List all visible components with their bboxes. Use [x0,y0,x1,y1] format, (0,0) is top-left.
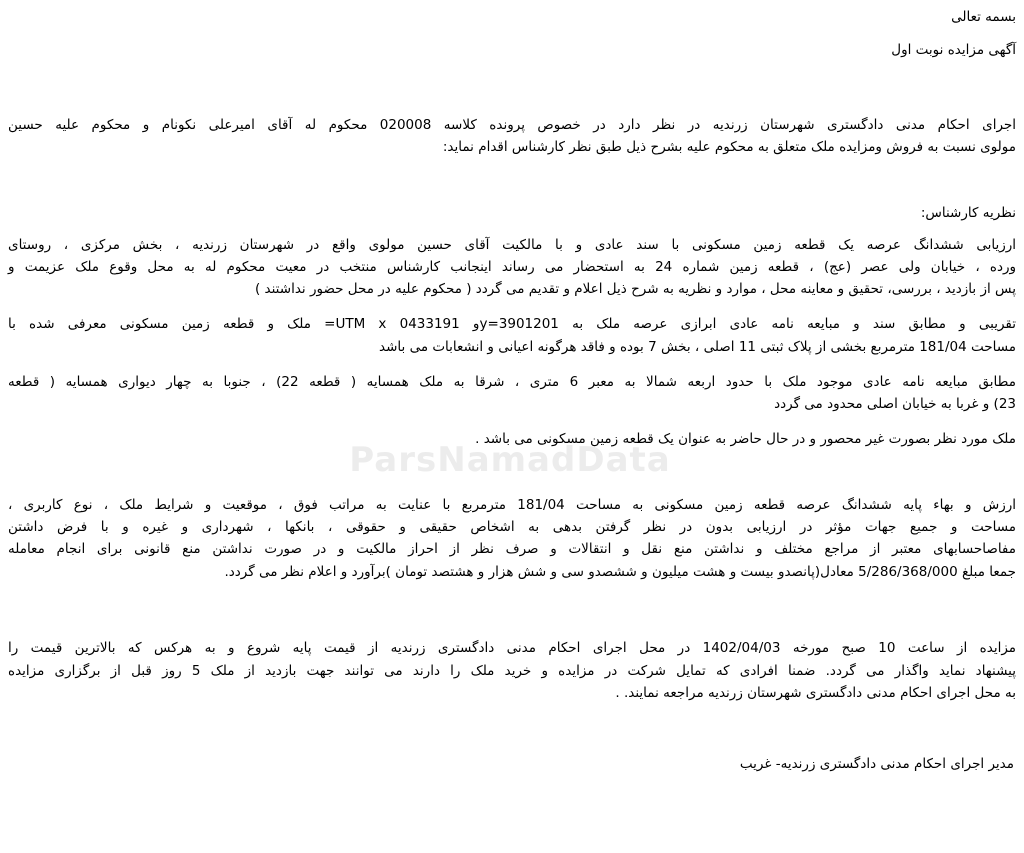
valuation-line-2: مساحت و جمیع جهات مؤثر در ارزیابی بدون در نظر گرفتن بدهی به اشخاص حقیقی و حقوقی ، بانکها ، شهرداری و غیره و با فرض داشتن [8,519,1016,535]
watermark-logo: ParsNamadData [349,440,671,480]
expert-para2-line-2: مساحت 181/04 مترمربع بخشی از پلاک ثبتی 11 اصلی ، بخش 7 بوده و فاقد هرگونه اعیانی و انشعابات می باشد [379,339,1016,355]
expert-para4-line-1: ملک مورد نظر بصورت غیر محصور و در حال حاضر به عنوان یک قطعه زمین مسکونی می باشد . [475,431,1016,447]
expert-para1-line-2: ورده ، خیابان ولی عصر (عج) ، قطعه زمین شماره 24 به استحضار می رساند اینجانب کارشناس منتخب در معیت محکوم له به محل وقوع ملک عزیمت و [8,259,1016,275]
expert-heading: نظریه کارشناس: [920,205,1016,221]
valuation-line-1: ارزش و بهاء پایه ششدانگ عرصه قطعه زمین مسکونی به مساحت 181/04 مترمربع با عنایت به مراتب فوق ، موقعیت و شرایط ملک ، نوع کاربری ، [8,497,1016,513]
auction-line-2: پیشنهاد نماید واگذار می گردد. ضمنا افرادی که تمایل شرکت در مزایده و خرید ملک را دارند می توانند جهت بازدید از ملک 5 روز قبل از برگزاری مزایده [8,663,1016,679]
notice-title: آگهی مزایده نوبت اول [891,42,1016,58]
signature-line: مدیر اجرای احکام مدنی دادگستری زرندیه- غریب [739,756,1014,772]
intro-line-2: مولوی نسبت به فروش ومزایده ملک متعلق به محکوم علیه بشرح ذیل طبق نظر کارشناس اقدام نماید: [442,139,1016,155]
expert-para3-line-1: مطابق مبایعه نامه عادی موجود ملک با حدود اربعه شمالا به معبر 6 متری ، شرقا به ملک همسایه ( قطعه 22) ، جنوبا به چهار دیواری همسایه ( قطعه [8,374,1016,390]
expert-para2-line-1: تقریبی و مطابق سند و مبایعه نامه عادی ابرازی عرصه ملک به 3901201=yو 0433191 UTM x= ملک و قطعه زمین مسکونی معرفی شده با [8,316,1016,332]
auction-line-3: به محل اجرای احکام مدنی دادگستری شهرستان زرندیه مراجعه نمایند. . [615,685,1016,701]
expert-para1-line-3: پس از بازدید ، بررسی، تحقیق و معاینه محل ، موارد و نظریه به شرح ذیل اعلام و تقدیم می گردد ( محکوم علیه در محل حضور نداشتند ) [254,281,1016,297]
expert-para1-line-1: ارزیابی ششدانگ عرصه یک قطعه زمین مسکونی با سند عادی و با مالکیت آقای حسین مولوی واقع در شهرستان زرندیه ، بخش مرکزی ، روستای [8,237,1016,253]
intro-line-1: اجرای احکام مدنی دادگستری شهرستان زرندیه در نظر دارد در خصوص پرونده کلاسه 020008 محکوم له آقای امیرعلی نکونام و محکوم علیه حسین [8,117,1016,133]
bismillah-heading: بسمه تعالی [951,9,1016,25]
valuation-line-4: جمعا مبلغ 5/286/368/000 معادل(پانصدو بیست و هشت میلیون و ششصدو سی و شش هزار و هشتصد تومان )برآورد و اعلام نظر می گردد. [224,564,1016,580]
valuation-line-3: مفاصاحسابهای معتبر از مراجع مختلف و نداشتن منع نقل و انتقالات و صرف نظر از احراز مالکیت و در صورت نداشتن منع قانونی برای انجام معامله [8,541,1016,557]
expert-para3-line-2: 23) و غربا به خیابان اصلی محدود می گردد [774,396,1016,412]
auction-line-1: مزایده از ساعت 10 صبح مورخه 1402/04/03 در محل اجرای احکام مدنی دادگستری زرندیه از قیمت پایه شروع و به هرکس که بالاترین قیمت را [8,640,1017,656]
